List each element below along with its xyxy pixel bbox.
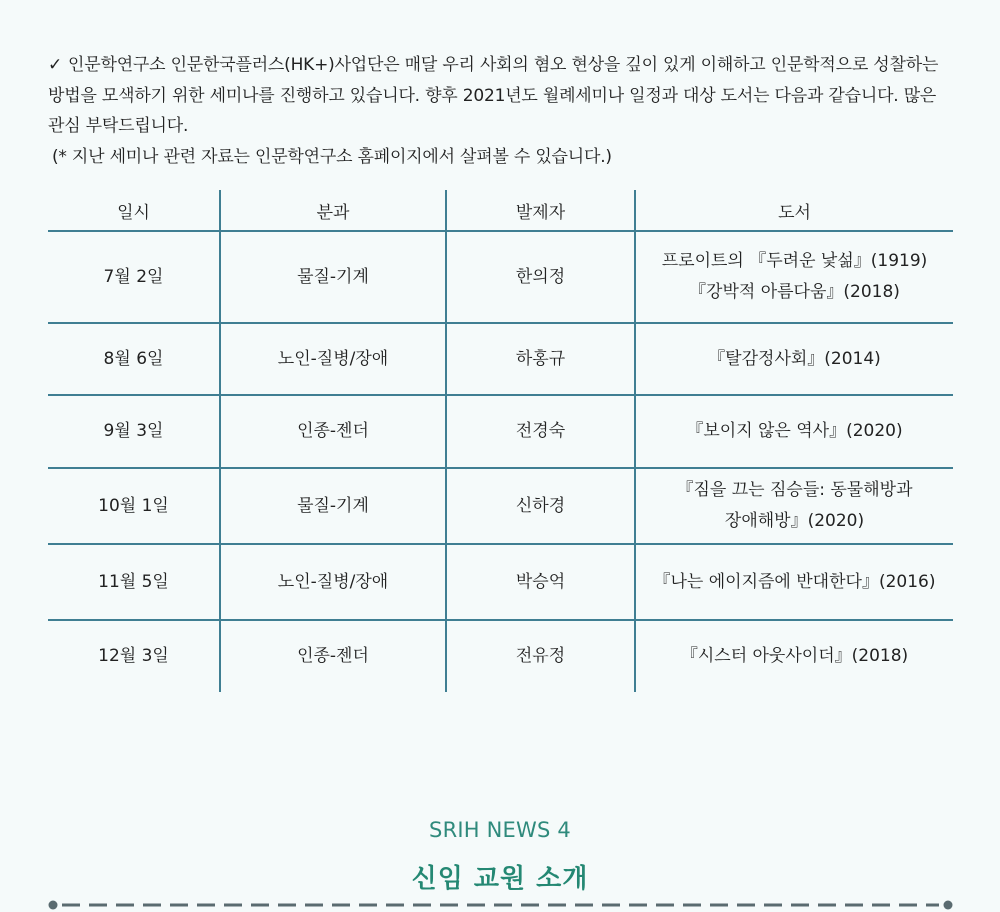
table-body — [48, 231, 953, 692]
table-row — [48, 468, 953, 544]
table-row — [48, 544, 953, 620]
table-row — [48, 323, 953, 395]
intro-paragraph — [48, 50, 956, 142]
cell-book: 『보이지 않은 역사』(2020) — [635, 395, 953, 468]
cell-presenter: 신하경 — [446, 468, 635, 544]
cell-division: 노인-질병/장애 — [220, 323, 446, 395]
cell-division: 물질-기계 — [220, 468, 446, 544]
news-section-label: SRIH NEWS 4 — [429, 818, 571, 842]
cell-division: 인종-젠더 — [220, 395, 446, 468]
header-division: 분과 — [220, 190, 446, 231]
cell-division: 노인-질병/장애 — [220, 544, 446, 620]
seminar-schedule-table — [48, 190, 953, 692]
cell-presenter: 박승억 — [446, 544, 635, 620]
cell-date: 9월 3일 — [48, 395, 220, 468]
cell-presenter: 한의정 — [446, 231, 635, 323]
divider-dot-right — [944, 901, 953, 910]
cell-date: 7월 2일 — [48, 231, 220, 323]
header-presenter: 발제자 — [446, 190, 635, 231]
cell-book: 『나는 에이지즘에 반대한다』(2016) — [635, 544, 953, 620]
cell-division: 인종-젠더 — [220, 620, 446, 692]
cell-presenter: 전유정 — [446, 620, 635, 692]
cell-presenter: 전경숙 — [446, 395, 635, 468]
cell-division: 물질-기계 — [220, 231, 446, 323]
intro-text — [48, 50, 956, 172]
cell-book: 프로이트의 『두려운 낯섦』(1919) 『강박적 아름다움』(2018) — [635, 231, 953, 323]
cell-date: 12월 3일 — [98, 646, 169, 666]
table-row — [48, 231, 953, 323]
header-date: 일시 — [48, 190, 220, 231]
cell-book: 『짐을 끄는 짐승들: 동물해방과 장애해방』(2020) — [635, 468, 953, 544]
intro-note: (* 지난 세미나 관련 자료는 인문학연구소 홈페이지에서 살펴볼 수 있습니다.) — [52, 146, 612, 167]
check-icon: ✓ — [48, 55, 63, 75]
cell-presenter: 하홍규 — [446, 323, 635, 395]
news-section-title: 신임 교원 소개 — [411, 864, 589, 894]
cell-book: 『시스터 아웃사이더』(2018) — [635, 620, 953, 692]
intro-body: 인문학연구소 인문한국플러스(HK+)사업단은 매달 우리 사회의 혐오 현상을 깊이 있게 이해하고 인문학적으로 성찰하는 방법을 모색하기 위한 세미나를 진행하고 있습니다. 향후 2021년도 월례세미나 일정과 대상 도서는 다음과 같습니다. 많은 관심 부탁드립니다. — [48, 55, 939, 136]
cell-date: 11월 5일 — [48, 544, 220, 620]
cell-date: 8월 6일 — [48, 323, 220, 395]
cell-book: 『탈감정사회』(2014) — [635, 323, 953, 395]
table-row — [48, 620, 953, 692]
header-book: 도서 — [635, 190, 953, 231]
table-header-row — [48, 190, 953, 231]
table-row — [48, 395, 953, 468]
divider-dot-left — [49, 901, 58, 910]
dashed-divider — [48, 900, 953, 912]
cell-date: 10월 1일 — [48, 468, 220, 544]
